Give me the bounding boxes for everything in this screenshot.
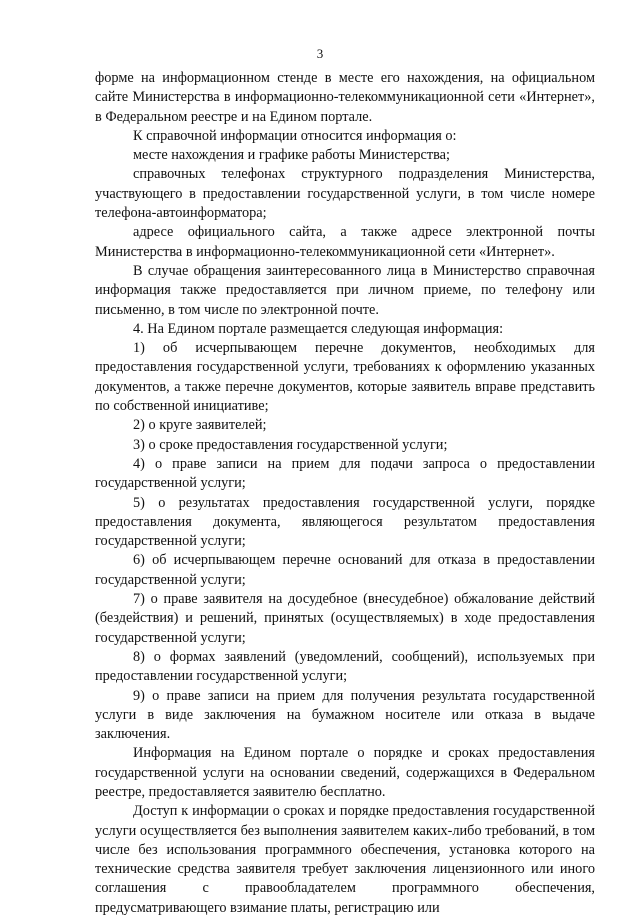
paragraph: Информация на Едином портале о порядке и сроках предоставления государственной услуги на основании сведений, содержащихся в Федеральном реестре, предоставляется заявителю бесплатно. [95, 745, 595, 800]
paragraph: В случае обращения заинтересованного лица в Министерство справочная информация также предоставляется при личном приеме, по телефону или письменно, в том числе по электронной почте. [95, 262, 595, 318]
page-number: 3 [316, 46, 324, 61]
list-item: 7) о праве заявителя на досудебное (внесудебное) обжалование действий (бездействия) и решений, принятых (осуществляемых) в ходе предоставления государственной услуги; [95, 591, 595, 646]
paragraph: месте нахождения и графике работы Министерства; [133, 147, 450, 164]
section-heading: 4. На Едином портале размещается следующая информация: [133, 320, 504, 337]
paragraph: Доступ к информации о сроках и порядке предоставления государственной услуги осуществляется без выполнения заявителем каких-либо требований, в том числе без использования программного обеспечения, установка которого на технические средства заявителя требует заключения лицензионного или иного соглашения с правообладателем программного обеспечения, предусматривающего взимание платы, регистрацию или [95, 803, 595, 916]
list-item: 5) о результатах предоставления государственной услуги, порядке предоставления документа, являющегося результатом предоставления государственной услуги; [95, 494, 595, 550]
paragraph: форме на информационном стенде в месте его нахождения, на официальном сайте Министерства в информационно-телекоммуникационной сети «Интернет», в Федеральном реестре и на Едином портале. [95, 70, 595, 125]
list-item: 2) о круге заявителей; [133, 417, 267, 434]
paragraph: справочных телефонах структурного подразделения Министерства, участвующего в предоставлении государственной услуги, в том числе номере телефона-автоинформатора; [95, 166, 595, 222]
paragraph: К справочной информации относится информация о: [133, 127, 457, 144]
list-item: 4) о праве записи на прием для подачи запроса о предоставлении государственной услуги; [95, 455, 595, 492]
list-item: 8) о формах заявлений (уведомлений, сообщений), используемых при предоставлении государственной услуги; [95, 648, 595, 685]
paragraph: адресе официального сайта, а также адресе электронной почты Министерства в информационно-телекоммуникационной сети «Интернет». [95, 224, 595, 260]
document-body [95, 69, 595, 918]
list-item: 3) о сроке предоставления государственной услуги; [133, 436, 448, 453]
list-item: 6) об исчерпывающем перечне оснований для отказа в предоставлении государственной услуги; [95, 552, 595, 588]
list-item: 1) об исчерпывающем перечне документов, необходимых для предоставления государственной услуги, требованиях к оформлению указанных документов, а также перечне документов, которые заявитель вправе представить по собственной инициативе; [95, 340, 595, 415]
list-item: 9) о праве записи на прием для получения результата государственной услуги в виде заключения на бумажном носителе или отказа в выдаче заключения. [95, 687, 595, 743]
